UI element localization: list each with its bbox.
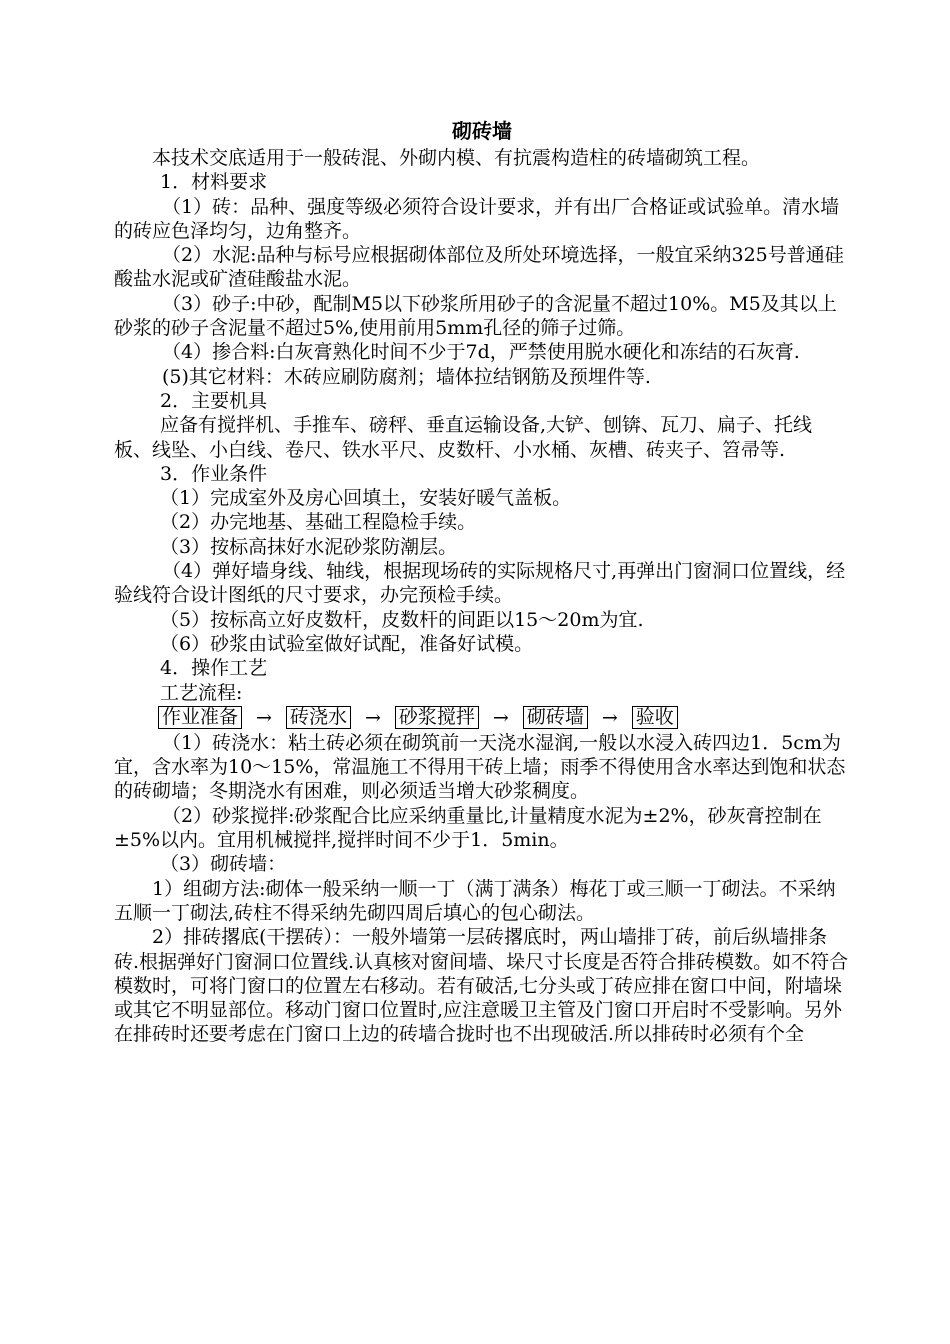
section-1-heading: 1．材料要求 <box>160 171 268 194</box>
intro-paragraph: 本技术交底适用于一般砖混、外砌内模、有抗震构造柱的砖墙砌筑工程。 <box>152 147 761 169</box>
flow-arrow-icon: → <box>256 706 272 729</box>
s3-item-2: （2）办完地基、基础工程隐检手续。 <box>160 511 477 534</box>
s3-item-5: （5）按标高立好皮数杆，皮数杆的间距以15～20m为宜. <box>160 608 644 631</box>
flow-label: 工艺流程: <box>160 681 243 704</box>
s4-item-2: （2）砂浆搅拌:砂浆配合比应采纳重量比,计量精度水泥为±2%，砂灰膏控制在±5%以内。宜用机械搅拌,搅拌时间不少于1．5min。 <box>114 804 822 852</box>
s3-item-6: （6）砂浆由试验室做好试配，准备好试模。 <box>160 632 534 655</box>
s4-sub3-heading: （3）砌砖墙： <box>160 853 287 876</box>
s4-sub3-item-1: 1）组砌方法:砌体一般采纳一顺一丁（满丁满条）梅花丁或三顺一丁砌法。不采纳五顺一丁砌法,砖柱不得采纳先砌四周后填心的包心砌法。 <box>114 877 836 924</box>
section-2-heading: 2．主要机具 <box>160 389 268 412</box>
section-3-heading: 3．作业条件 <box>160 462 268 485</box>
flow-arrow-icon: → <box>601 706 618 729</box>
s1-item-5: (5)其它材料：木砖应刷防腐剂；墙体拉结钢筋及预埋件等. <box>162 365 651 388</box>
s3-item-3: （3）按标高抹好水泥砂浆防潮层。 <box>160 535 458 558</box>
flow-step-2: 砖浇水 <box>286 706 351 729</box>
s4-sub3-item-2: 2）排砖撂底(干摆砖）：一般外墙第一层砖撂底时，两山墙排丁砖，前后纵墙排条砖.根据弹好门窗洞口位置线.认真核对窗间墙、垛尺寸长度是否符合排砖模数。如不符合模数时，可将门窗口的位置左右移动。若有破活,七分头或丁砖应排在窗口中间，附墙垛或其它不明显部位。移动门窗口位置时,应注意暖卫主管及门窗口开启时不受影响。另外在排砖时还要考虑在门窗口上边的砖墙合拢时也不出现破活.所以排砖时必须有个全 <box>114 926 849 1046</box>
flow-step-4: 砌砖墙 <box>523 706 588 729</box>
document-title: 砌砖墙 <box>452 119 512 143</box>
s3-item-1: （1）完成室外及房心回填土，安装好暖气盖板。 <box>160 487 572 510</box>
flow-step-1: 作业准备 <box>158 706 242 729</box>
flow-arrow-icon: → <box>364 706 381 729</box>
s3-item-4: （4）弹好墙身线、轴线，根据现场砖的实际规格尺寸,再弹出门窗洞口位置线，经验线符合设计图纸的尺寸要求，办完预检手续。 <box>114 560 846 607</box>
s1-item-1: （1）砖：品种、强度等级必须符合设计要求，并有出厂合格证或试验单。清水墙的砖应色泽均匀，边角整齐。 <box>114 195 840 242</box>
process-flow <box>114 706 850 730</box>
s1-item-2: （2）水泥:品种与标号应根据砌体部位及所处环境选择，一般宜采纳325号普通硅酸盐水泥或矿渣硅酸盐水泥。 <box>114 244 844 291</box>
document-page <box>114 118 850 1047</box>
flow-arrow-icon: → <box>492 706 509 729</box>
flow-step-3: 砂浆搅拌 <box>395 706 479 729</box>
section-4-heading: 4．操作工艺 <box>160 657 268 680</box>
flow-step-5: 验收 <box>632 706 678 729</box>
s2-text: 应备有搅拌机、手推车、磅秤、垂直运输设备,大铲、刨锛、瓦刀、扁子、托线板、线坠、小白线、卷尺、铁水平尺、皮数杆、小水桶、灰槽、砖夹子、笤帚等. <box>114 414 813 461</box>
s4-item-1: （1）砖浇水：粘土砖必须在砌筑前一天浇水湿润,一般以水浸入砖四边1．5cm为宜，含水率为10～15%，常温施工不得用干砖上墙；雨季不得使用含水率达到饱和状态的砖砌墙；冬期浇水有困难，则必须适当增大砂浆稠度。 <box>114 731 846 803</box>
s1-item-4: （4）掺合料:白灰膏熟化时间不少于7d，严禁使用脱水硬化和冻结的石灰膏. <box>162 341 800 364</box>
s1-item-3: （3）砂子:中砂，配制M5以下砂浆所用砂子的含泥量不超过10%。M5及其以上砂浆的砂子含泥量不超过5%,使用前用5mm孔径的筛子过筛。 <box>114 292 837 340</box>
